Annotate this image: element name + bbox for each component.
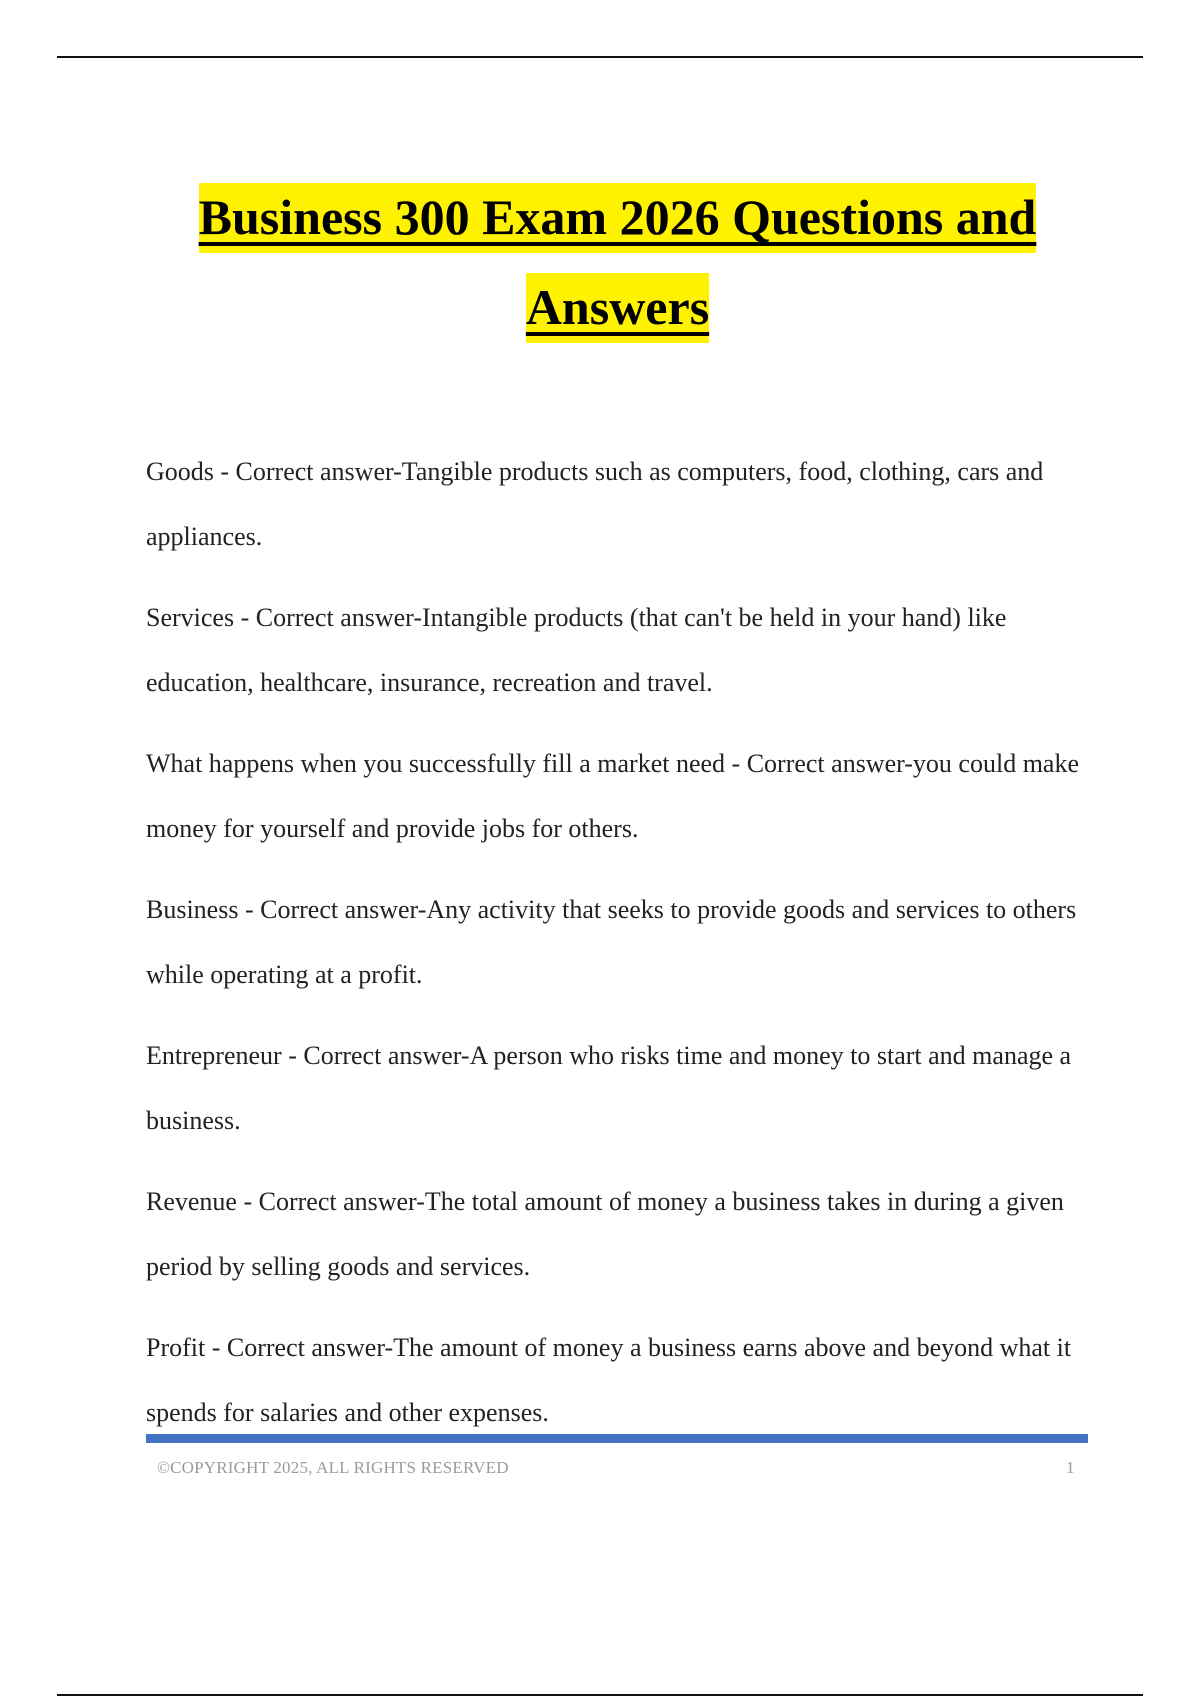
footer-divider-bar <box>146 1434 1088 1443</box>
qa-item-revenue: Revenue - Correct answer-The total amount of money a business takes in during a given period by selling goods and services. <box>146 1187 1064 1281</box>
footer-page-number: 1 <box>1066 1458 1075 1477</box>
qa-item-business: Business - Correct answer-Any activity that seeks to provide goods and services to others while operating at a profit. <box>146 895 1077 989</box>
qa-list <box>146 439 1091 1461</box>
title-line-2-text: Answers <box>526 273 709 343</box>
qa-item-market-need: What happens when you successfully fill a market need - Correct answer-you could make money for yourself and provide jobs for others. <box>146 749 1079 843</box>
qa-item-profit: Profit - Correct answer-The amount of money a business earns above and beyond what it spends for salaries and other expenses. <box>146 1333 1072 1427</box>
document-title <box>140 172 1095 352</box>
footer-copyright: ©COPYRIGHT 2025, ALL RIGHTS RESERVED <box>157 1458 509 1477</box>
title-line-2 <box>140 262 1095 352</box>
qa-item-goods: Goods - Correct answer-Tangible products such as computers, food, clothing, cars and appliances. <box>146 457 1044 551</box>
qa-item-entrepreneur: Entrepreneur - Correct answer-A person who risks time and money to start and manage a business. <box>146 1041 1072 1135</box>
qa-item-services: Services - Correct answer-Intangible products (that can't be held in your hand) like education, healthcare, insurance, recreation and travel. <box>146 603 1007 697</box>
title-line-1-text: Business 300 Exam 2026 Questions and <box>199 183 1037 253</box>
bottom-rule <box>57 1694 1143 1696</box>
title-line-1 <box>140 172 1095 262</box>
top-rule <box>57 56 1143 58</box>
